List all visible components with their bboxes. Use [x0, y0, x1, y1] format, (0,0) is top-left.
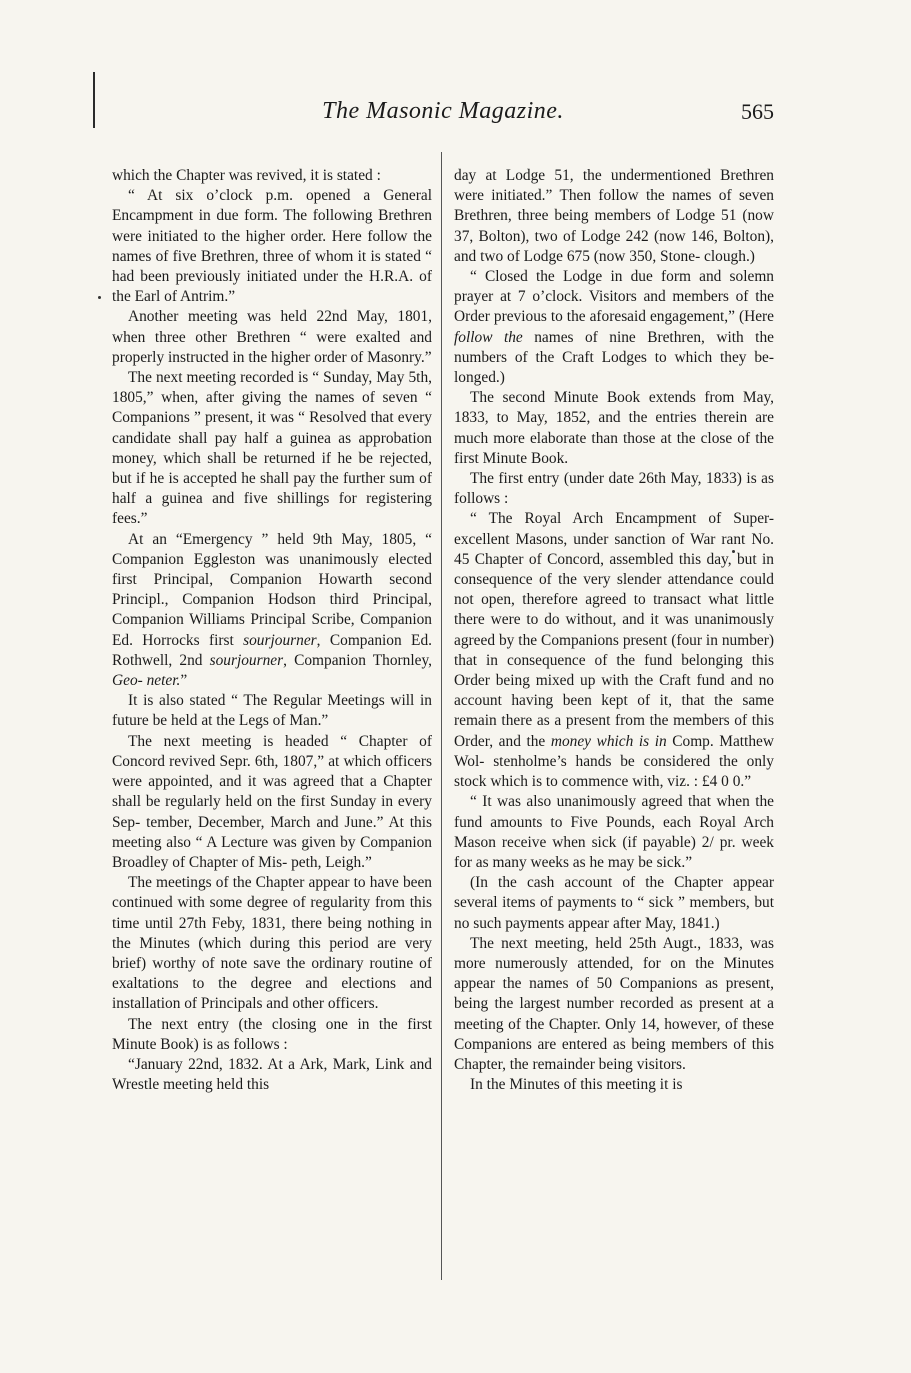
paragraph: [454, 792, 774, 873]
italic-text: follow the: [454, 328, 523, 346]
paragraph-text: names of nine Brethren, with the numbers of the Craft Lodges to which they be- longed.): [454, 328, 774, 387]
paragraph: [112, 1055, 432, 1095]
paragraph-text: The next meeting, held 25th Augt., 1833, was more numerously attended, for on the Minutes appear the names of 50 Companions as present, being the largest number recorded as present at a meeting of the Chapter. Only 14, however, of these Companions are entered as being members of this Chapter, the remainder being visitors.: [454, 934, 774, 1073]
paragraph: [454, 388, 774, 469]
paragraph: [454, 267, 774, 388]
paragraph: [112, 1015, 432, 1055]
page-header: [112, 98, 774, 134]
italic-text: money which is in: [550, 732, 667, 750]
paragraph: [112, 873, 432, 1014]
paragraph: [112, 368, 432, 530]
paragraph-text: The next entry (the closing one in the first Minute Book) is as follows :: [112, 1015, 432, 1053]
paragraph-text: ”: [180, 672, 188, 690]
paragraph-text: , Companion Thornley,: [283, 651, 432, 669]
paragraph: [454, 1075, 774, 1095]
paragraph-text: “ It was also unanimously agreed that when the fund amounts to Five Pounds, each Royal Arch Mason receive when sick (if payable) 2/ pr. week for as many weeks as he may be sick.”: [454, 793, 774, 871]
paragraph-text: Another meeting was held 22nd May, 1801, when three other Brethren “ were exalted and properly instructed in the higher order of Masonry.”: [112, 308, 432, 366]
paragraph: [112, 530, 432, 692]
running-title: The Masonic Magazine.: [322, 98, 564, 124]
paragraph-text: “January 22nd, 1832. At a Ark, Mark, Link and Wrestle meeting held this: [112, 1055, 432, 1094]
column-divider: [441, 152, 442, 1280]
paragraph-text: “ At six o’clock p.m. opened a General Encampment in due form. The following Brethren were initiated to the higher order. Here follow the names of five Brethren, three of whom it is stated “ had been previously initiated under the H.R.A. of the Earl of Antrim.”: [112, 187, 432, 306]
paragraph-text: Comp. Matthew Wol- stenholme’s hands be considered the only stock which is to commence with, viz. : £4 0 0.”: [454, 732, 774, 791]
paragraph-text: The first entry (under date 26th May, 1833) is as follows :: [454, 470, 774, 508]
right-column: [454, 166, 774, 1095]
paragraph-text: The next meeting is headed “ Chapter of Concord revived Sepr. 6th, 1807,” at which officers were appointed, and it was agreed that a Chapter shall be regularly held on the first Sunday in every Sep- tember, December, March and June.” At this meeting also “ A Lecture was given by Companion Broadley of Chapter of Mis- peth, Leigh.”: [112, 732, 432, 871]
paragraph: [112, 732, 432, 873]
paragraph: [454, 166, 774, 267]
paragraph: [454, 469, 774, 509]
stray-dot-mark: [98, 296, 101, 299]
paragraph-text: “ The Royal Arch Encampment of Super- excellent Masons, under sanction of War rant No. 45 Chapter of Concord, assembled this day, but in consequence of the very slender attendance could not open, therefore agreed to transact what little there were to do without, and it was unanimously agreed by the Companions present (four in number) that in consequence of the fund belonging this Order being mixed up with the Craft fund and no account having been kept of it, that the same remain there as a present from the members of this Order, and the: [454, 510, 774, 750]
paragraph: [454, 934, 774, 1075]
paragraph-text: (In the cash account of the Chapter appear several items of payments to “ sick ” members, but no such payments appear after May, 1841.): [454, 874, 774, 932]
paragraph-text: The meetings of the Chapter appear to have been continued with some degree of regularity from this time until 27th Feby, 1831, there being nothing in the Minutes (which during this period are very brief) worthy of note save the ordinary routine of exaltations to the degree and elections and installation of Principals and other officers.: [112, 874, 432, 1013]
paragraph: [112, 307, 432, 368]
paragraph-text: “ Closed the Lodge in due form and solemn prayer at 7 o’clock. Visitors and members of the Order previous to the aforesaid engagement,” (Here: [454, 268, 774, 326]
paragraph: [112, 186, 432, 307]
paragraph-text: , Companion Ed. Rothwell, 2nd: [112, 631, 432, 669]
margin-rule-mark: [93, 72, 95, 128]
italic-text: sourjourner: [209, 651, 284, 669]
paragraph-text: The next meeting recorded is “ Sunday, May 5th, 1805,” when, after giving the names of seven “ Companions ” present, it was “ Resolved that every candidate shall pay half a guinea as approbation money, which shall be returned if he be rejected, but if he is accepted he shall pay the further sum of half a guinea and five shillings for registering fees.”: [112, 369, 432, 528]
paragraph-text: The second Minute Book extends from May, 1833, to May, 1852, and the entries therein are much more elaborate than those at the close of the first Minute Book.: [454, 389, 774, 467]
page-number: 565: [741, 99, 774, 124]
paragraph-text: day at Lodge 51, the undermentioned Brethren were initiated.” Then follow the names of seven Brethren, three being members of Lodge 51 (now 37, Bolton), two of Lodge 242 (now 146, Bolton), and two of Lodge 675 (now 350, Stone- clough.): [454, 167, 774, 265]
paragraph: [112, 166, 432, 186]
italic-text: sourjourner: [243, 631, 317, 649]
paragraph-text: At an “Emergency ” held 9th May, 1805, “ Companion Eggleston was unanimously elected first Principal, Companion Howarth second Principl., Companion Hodson third Principal, Companion Williams Principal Scribe, Companion Ed. Horrocks first: [112, 530, 432, 649]
paragraph-text: In the Minutes of this meeting it is: [470, 1076, 683, 1094]
paragraph: [112, 691, 432, 731]
paragraph-text: which the Chapter was revived, it is stated :: [112, 167, 381, 184]
left-column: [112, 166, 432, 1095]
paragraph-text: It is also stated “ The Regular Meetings will in future be held at the Legs of Man.”: [112, 692, 432, 730]
paragraph: [454, 509, 774, 792]
paragraph: [454, 873, 774, 934]
italic-text: Geo- neter.: [112, 672, 181, 690]
